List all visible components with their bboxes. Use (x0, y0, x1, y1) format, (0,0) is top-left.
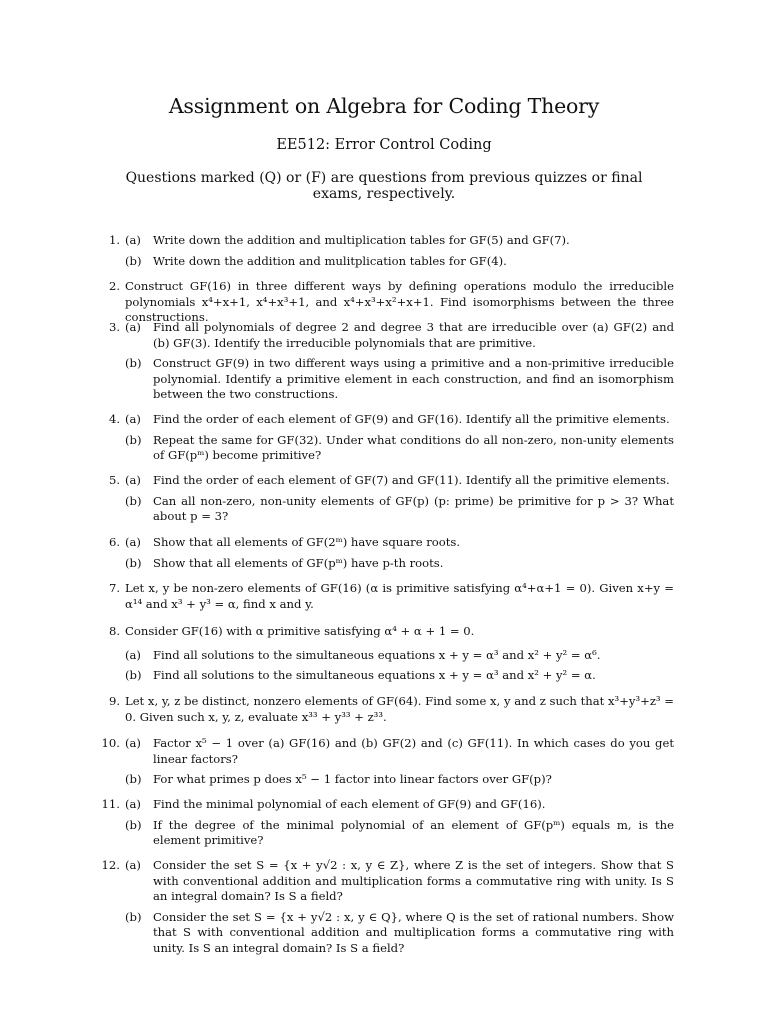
question-intro: Consider GF(16) with α primitive satisfying α⁴ + α + 1 = 0. (125, 624, 475, 638)
part-text: Find the order of each element of GF(9) and GF(16). Identify all the primitive elements. (153, 412, 670, 426)
part-label: (b) (125, 772, 142, 787)
question-body (125, 736, 674, 788)
question-part (125, 736, 674, 767)
question-item (90, 233, 674, 269)
part-label: (b) (125, 909, 142, 924)
question-item (90, 694, 674, 725)
part-text: Write down the addition and multiplication tables for GF(5) and GF(7). (153, 233, 570, 247)
part-text: Find all solutions to the simultaneous equations x + y = α³ and x² + y² = α⁶. (153, 647, 601, 662)
document-title: Assignment on Algebra for Coding Theory (168, 94, 600, 118)
part-text: Consider the set S = {x + y√2 : x, y ∈ Q}, where Q is the set of rational numbers. Show that S with conventional addition and multiplication forms a commutative ring with unity. Is S an integral domain? Is S a field? (153, 909, 674, 955)
part-text: Show that all elements of GF(2ᵐ) have square roots. (153, 535, 461, 549)
question-number: 2. (108, 279, 120, 293)
course-subtitle: EE512: Error Control Coding (276, 137, 492, 153)
part-text: Find the minimal polynomial of each element of GF(9) and GF(16). (153, 797, 546, 811)
part-text: Find all solutions to the simultaneous equations x + y = α³ and x² + y² = α. (153, 668, 596, 683)
part-label: (b) (125, 817, 142, 832)
part-text: Find all polynomials of degree 2 and degree 3 that are irreducible over (a) GF(2) and (b) GF(3). Identify the irreducible polynomials that are primitive. (153, 320, 674, 350)
part-label: (b) (125, 253, 142, 268)
question-number: 12. (101, 858, 120, 872)
question-part (125, 412, 674, 428)
part-text: For what primes p does x⁵ − 1 factor into linear factors over GF(p)? (153, 772, 552, 787)
instructions-note: Questions marked (Q) or (F) are questions from previous quizzes or final exams, respectively. (125, 170, 643, 202)
part-text: Repeat the same for GF(32). Under what conditions do all non-zero, non-unity elements of GF(pᵐ) become primitive? (153, 432, 674, 463)
question-item (90, 858, 674, 957)
question-number: 9. (108, 694, 120, 708)
question-body (125, 797, 674, 849)
question-number: 3. (108, 320, 120, 334)
question-text: Let x, y, z be distinct, nonzero elements of GF(64). Find some x, y and z such that x³+y³+z³ = 0. Given such x, y, z, evaluate x³³ + y³³ + z³³. (125, 694, 674, 724)
question-body (125, 412, 674, 464)
question-number: 1. (108, 233, 120, 247)
question-item (90, 412, 674, 464)
part-text: If the degree of the minimal polynomial of an element of GF(pᵐ) equals m, is the element primitive? (153, 817, 674, 848)
question-number: 8. (108, 624, 120, 638)
question-item (90, 473, 674, 525)
question-item (90, 624, 674, 684)
part-label: (b) (125, 555, 142, 570)
part-text: Consider the set S = {x + y√2 : x, y ∈ Z}, where Z is the set of integers. Show that S with conventional addition and multiplication forms a commutative ring with unity. Is S an integral domain? Is S a field? (153, 858, 674, 904)
question-number: 11. (101, 797, 120, 811)
question-part (125, 320, 674, 351)
question-item (90, 581, 674, 612)
question-body (125, 624, 674, 684)
part-text: Can all non-zero, non-unity elements of GF(p) (p: prime) be primitive for p > 3? What about p = 3? (153, 493, 674, 524)
part-label: (b) (125, 668, 142, 683)
question-part (125, 535, 674, 551)
part-text: Find the order of each element of GF(7) and GF(11). Identify all the primitive elements. (153, 473, 670, 487)
question-part (125, 473, 674, 489)
question-item (90, 279, 674, 326)
question-body (125, 473, 674, 525)
question-body (125, 535, 674, 571)
part-label: (a) (125, 320, 141, 334)
question-item (90, 535, 674, 571)
part-text: Construct GF(9) in two different ways using a primitive and a non-primitive irreducible polynomial. Identify a primitive element in each construction, and find an isomorphism between the two constructions. (153, 356, 674, 402)
part-label: (b) (125, 432, 142, 447)
question-part (125, 648, 674, 664)
part-text: Show that all elements of GF(pᵐ) have p-th roots. (153, 555, 444, 570)
part-label: (a) (125, 233, 141, 247)
part-label: (a) (125, 736, 141, 750)
question-item (90, 797, 674, 849)
question-number: 7. (108, 581, 120, 595)
question-number: 6. (108, 535, 120, 549)
part-text: Factor x⁵ − 1 over (a) GF(16) and (b) GF(2) and (c) GF(11). In which cases do you get linear factors? (153, 736, 674, 766)
question-text: Let x, y be non-zero elements of GF(16) (α is primitive satisfying α⁴+α+1 = 0). Given x+y = α¹⁴ and x³ + y³ = α, find x and y. (125, 581, 674, 611)
question-body (125, 858, 674, 957)
question-body (125, 581, 674, 612)
question-body (125, 279, 674, 326)
question-body (125, 694, 674, 725)
question-body (125, 320, 674, 403)
question-part (125, 233, 674, 249)
part-label: (a) (125, 412, 141, 426)
part-text: Write down the addition and mulitplication tables for GF(4). (153, 253, 507, 268)
question-text: Construct GF(16) in three different ways by defining operations modulo the irreducible polynomials x⁴+x+1, x⁴+x³+1, and x⁴+x³+x²+x+1. Find isomorphisms between the three constructions. (125, 279, 674, 325)
part-label: (a) (125, 797, 141, 811)
question-part (125, 494, 674, 525)
part-label: (b) (125, 493, 142, 508)
question-item (90, 736, 674, 788)
question-part (125, 818, 674, 849)
part-label: (a) (125, 473, 141, 487)
question-number: 5. (108, 473, 120, 487)
question-part (125, 254, 674, 270)
part-label: (a) (125, 647, 141, 662)
question-item (90, 320, 674, 403)
question-part (125, 356, 674, 403)
question-part (125, 556, 674, 572)
part-label: (a) (125, 535, 141, 549)
question-body (125, 233, 674, 269)
question-part (125, 772, 674, 788)
question-part (125, 433, 674, 464)
part-label: (a) (125, 858, 141, 872)
question-part (125, 668, 674, 684)
question-part (125, 797, 674, 813)
question-part (125, 910, 674, 957)
question-number: 10. (101, 736, 120, 750)
question-part (125, 858, 674, 905)
question-number: 4. (108, 412, 120, 426)
part-label: (b) (125, 356, 142, 371)
